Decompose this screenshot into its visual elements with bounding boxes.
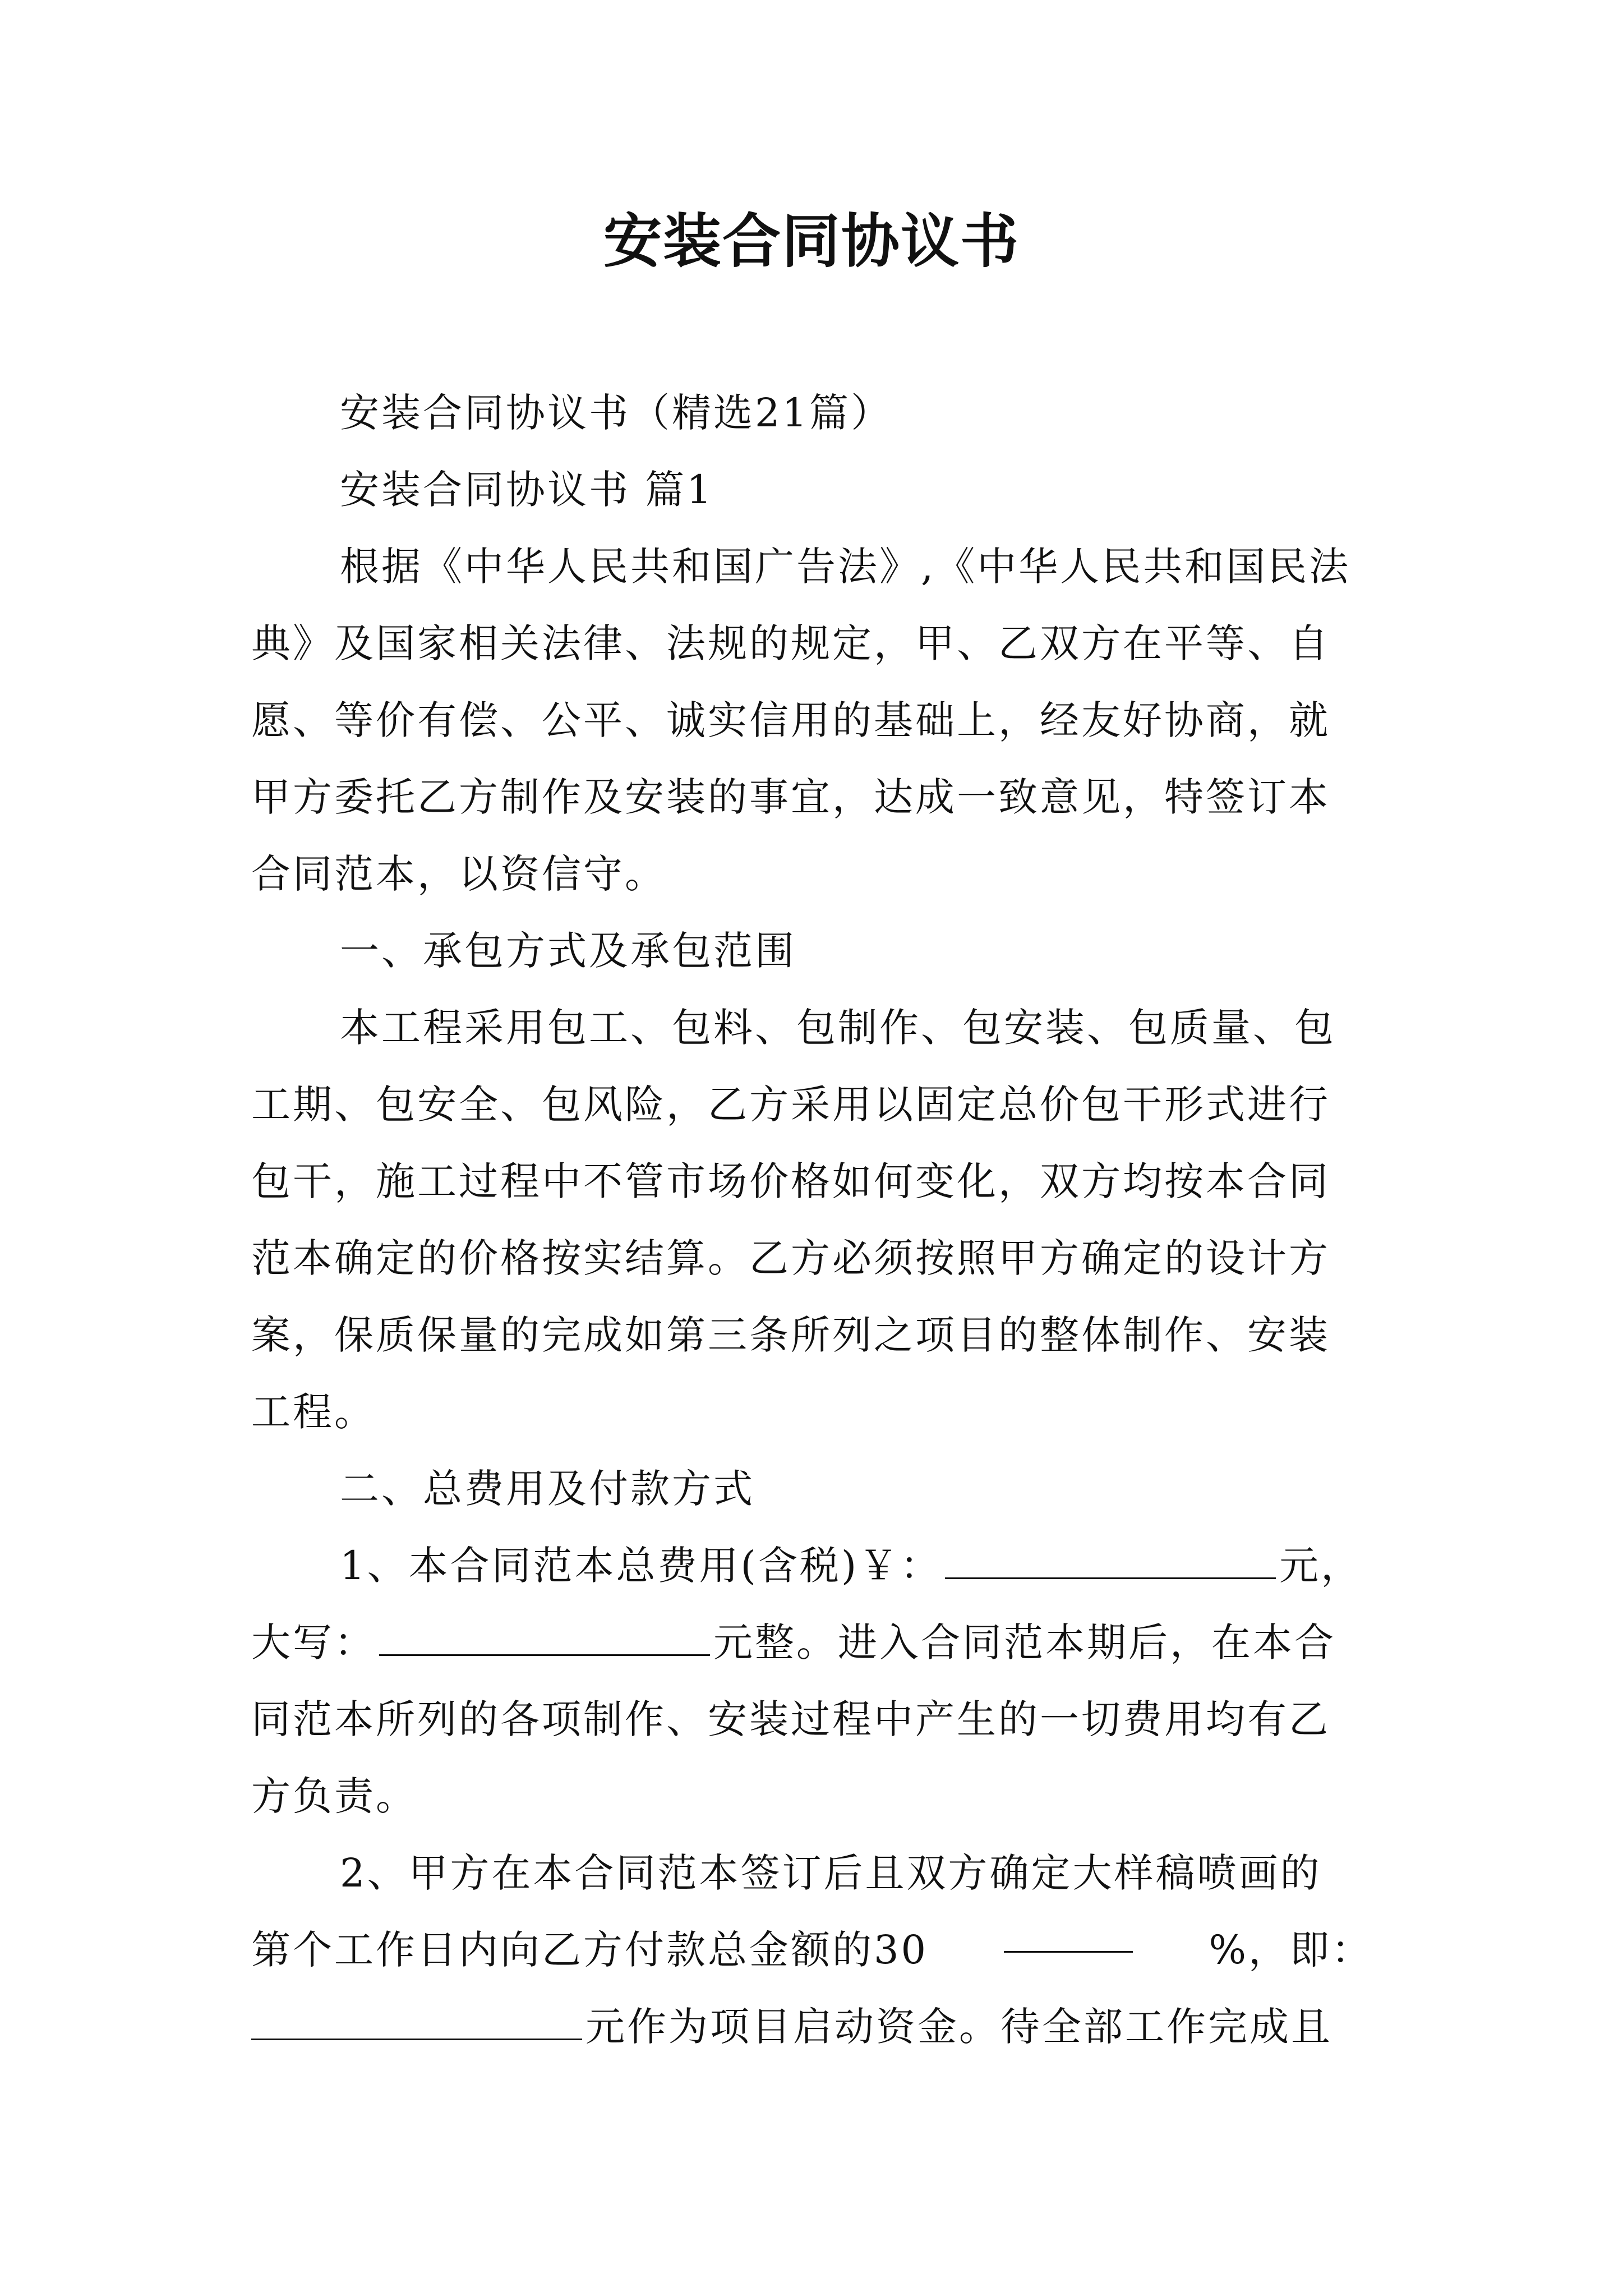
paragraph-line: 愿、等价有偿、公平、诚实信用的基础上，经友好协商，就 xyxy=(251,697,1330,743)
paragraph-line: 方负责。 xyxy=(251,1773,417,1819)
payment-line xyxy=(251,1527,1373,1604)
paragraph-line: 包干，施工过程中不管市场价格如何变化，双方均按本合同 xyxy=(251,1158,1330,1204)
paragraph-line: 安装合同协议书 篇1 xyxy=(340,467,714,513)
amount-in-words-blank xyxy=(379,1615,710,1656)
amount-in-words-label: 大写： xyxy=(251,1619,376,1665)
payment-percent-suffix: %，即： xyxy=(1209,1927,1373,1973)
paragraph-line: 范本确定的价格按实结算。乙方必须按照甲方确定的设计方 xyxy=(251,1235,1330,1281)
payment-line-text: 元整。进入合同范本期后，在本合 xyxy=(713,1619,1336,1665)
paragraph-line: 同范本所列的各项制作、安装过程中产生的一切费用均有乙 xyxy=(251,1696,1330,1742)
document-title: 安装合同协议书 xyxy=(603,206,1020,275)
paragraph-line: 根据《中华人民共和国广告法》,《中华人民共和国民法 xyxy=(340,544,1351,590)
paragraph-line: 安装合同协议书（精选21篇） xyxy=(340,390,893,436)
paragraph-line: 典》及国家相关法律、法规的规定，甲、乙双方在平等、自 xyxy=(251,620,1330,666)
payment-total-label: 1、本合同范本总费用(含税)￥： xyxy=(340,1543,942,1589)
paragraph-line: 2、甲方在本合同范本签订后且双方确定大样稿喷画的 xyxy=(340,1850,1322,1896)
payment-percent-prefix: 第个工作日内向乙方付款总金额的30 xyxy=(251,1927,929,1973)
section-heading: 一、承包方式及承包范围 xyxy=(340,928,796,974)
payment-line xyxy=(251,1604,1373,1681)
paragraph-line: 本工程采用包工、包料、包制作、包安装、包质量、包 xyxy=(340,1005,1336,1051)
payment-percent-line xyxy=(251,1912,1373,1989)
paragraph-line: 甲方委托乙方制作及安装的事宜，达成一致意见，特签订本 xyxy=(251,774,1330,820)
paragraph-line: 案，保质保量的完成如第三条所列之项目的整体制作、安装 xyxy=(251,1312,1330,1358)
paragraph-line: 合同范本，以资信守。 xyxy=(251,851,666,897)
percent-blank xyxy=(1004,1912,1133,1953)
startup-fund-text: 元作为项目启动资金。待全部工作完成且 xyxy=(585,2004,1332,2050)
paragraph-line: 工程。 xyxy=(251,1389,376,1435)
document-body xyxy=(251,375,1373,2065)
payment-total-unit: 元， xyxy=(1279,1543,1363,1589)
startup-fund-blank xyxy=(251,1999,582,2040)
total-amount-blank xyxy=(945,1538,1276,1579)
payment-line xyxy=(251,1989,1373,2065)
paragraph-line: 工期、包安全、包风险，乙方采用以固定总价包干形式进行 xyxy=(251,1082,1330,1128)
section-heading: 二、总费用及付款方式 xyxy=(340,1466,755,1512)
